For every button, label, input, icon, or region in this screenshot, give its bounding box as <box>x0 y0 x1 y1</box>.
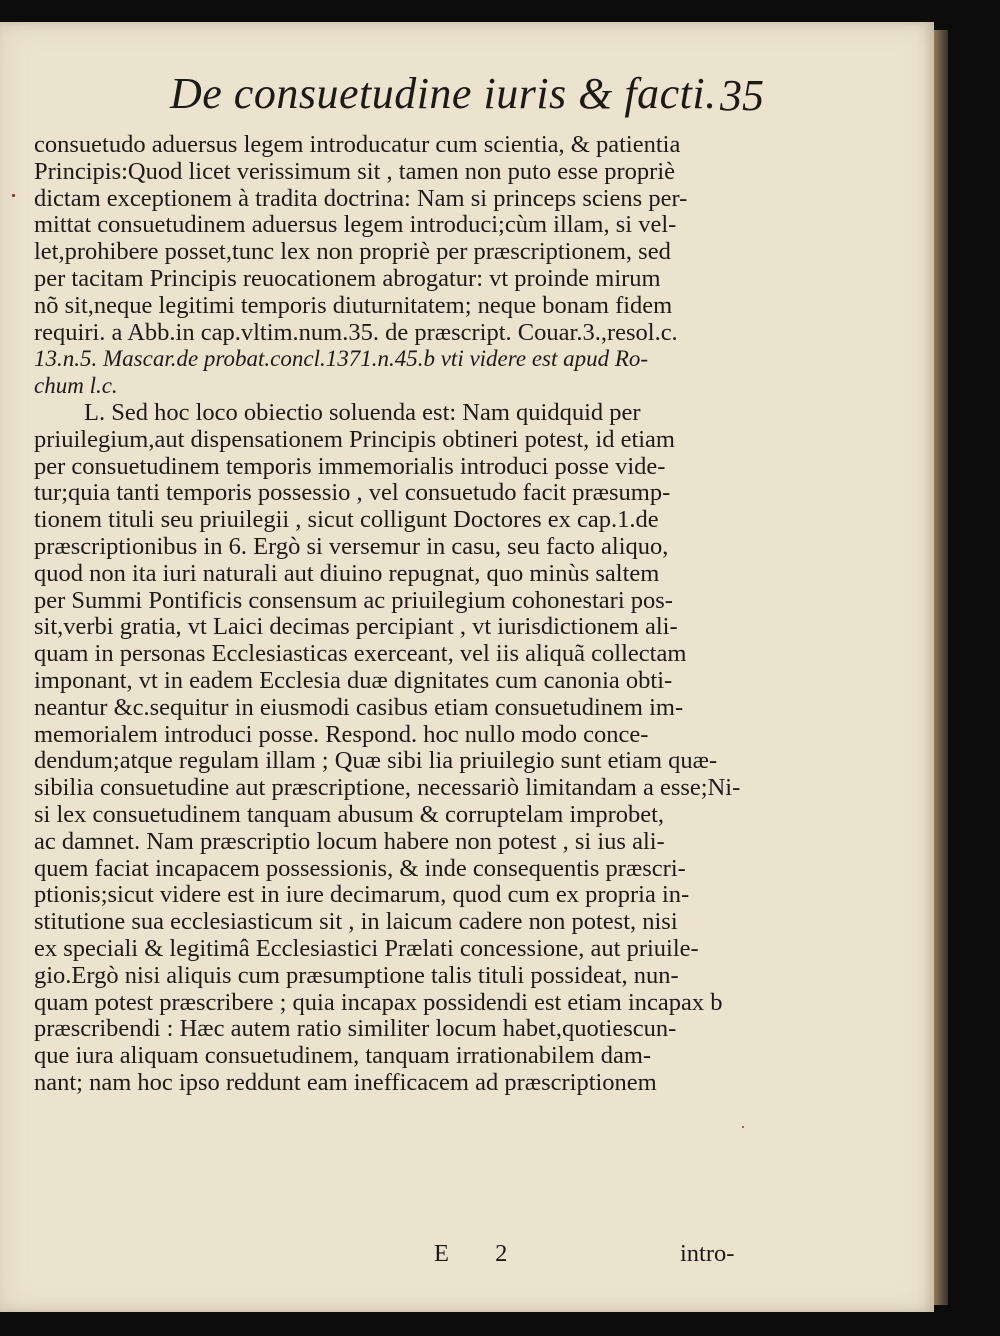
page-footer <box>34 1240 769 1272</box>
text-line: quod non ita iuri naturali aut diuino repugnat, quo minùs saltem <box>34 560 660 587</box>
text-line: Principis:Quod licet verissimum sit , tamen non puto esse propriè <box>34 158 675 185</box>
text-line: que iura aliquam consuetudinem, tanquam irrationabilem dam- <box>34 1043 652 1070</box>
text-line: nõ sit,neque legitimi temporis diuturnitatem; neque bonam fidem <box>34 292 673 319</box>
ink-speck <box>742 1126 744 1128</box>
text-line: imponant, vt in eadem Ecclesia duæ dignitates cum canonia obti- <box>34 667 673 694</box>
catchword: intro- <box>680 1240 735 1267</box>
text-line: dendum;atque regulam illam ; Quæ sibi lia priuilegio sunt etiam quæ- <box>34 748 718 775</box>
running-title: De consuetudine iuris & facti. <box>170 69 717 118</box>
text-line: sit,verbi gratia, vt Laici decimas percipiant , vt iurisdictionem ali- <box>34 614 678 641</box>
text-line: si lex consuetudinem tanquam abusum & corruptelam improbet, <box>34 801 665 828</box>
text-line: 13.n.5. Mascar.de probat.concl.1371.n.45.b vti videre est apud Ro- <box>34 346 649 372</box>
page-edge <box>934 30 948 1305</box>
text-line: requiri. a Abb.in cap.vltim.num.35. de præscript. Couar.3.,resol.c. <box>34 319 678 346</box>
text-line: L. Sed hoc loco obiectio soluenda est: Nam quidquid per <box>84 399 641 426</box>
text-line: mittat consuetudinem aduersus legem introduci;cùm illam, si vel- <box>34 212 677 239</box>
text-line: memorialem introduci posse. Respond. hoc nullo modo conce- <box>34 721 649 748</box>
text-line: stitutione sua ecclesiasticum sit , in laicum cadere non potest, nisi <box>34 909 678 936</box>
text-line: per tacitam Principis reuocationem abrogatur: vt proinde mirum <box>34 265 661 292</box>
text-line: nant; nam hoc ipso reddunt eam inefficacem ad præscriptionem <box>34 1069 657 1096</box>
text-line: dictam exceptionem à tradita doctrina: Nam si princeps sciens per- <box>34 185 688 212</box>
text-line: præscribendi : Hæc autem ratio similiter locum habet,quotiescun- <box>34 1016 677 1043</box>
body-text <box>34 132 769 1097</box>
text-line: ac damnet. Nam præscriptio locum habere non potest , si ius ali- <box>34 828 665 855</box>
text-line: neantur &c.sequitur in eiusmodi casibus etiam consuetudinem im- <box>34 694 684 721</box>
ink-speck <box>12 194 15 197</box>
folio-number: 35 <box>720 71 764 120</box>
text-line: chum l.c. <box>34 373 118 399</box>
text-line: tur;quia tanti temporis possessio , vel consuetudo facit præsump- <box>34 480 671 507</box>
page-header <box>150 62 800 132</box>
text-line: let,prohibere posset,tunc lex non propriè per præscriptionem, sed <box>34 239 671 266</box>
text-line: præscriptionibus in 6. Ergò si versemur in casu, seu facto aliquo, <box>34 533 669 560</box>
text-line: sibilia consuetudine aut præscriptione, necessariò limitandam a esse;Ni- <box>34 775 741 802</box>
text-line: tionem tituli seu priuilegii , sicut colligunt Doctores ex cap.1.de <box>34 507 659 534</box>
text-line: ex speciali & legitimâ Ecclesiastici Prælati concessione, aut priuile- <box>34 935 699 962</box>
text-line: quam in personas Ecclesiasticas exerceant, vel iis aliquã collectam <box>34 641 687 668</box>
text-line: per Summi Pontificis consensum ac priuilegium cohonestari pos- <box>34 587 673 614</box>
text-line: per consuetudinem temporis immemorialis introduci posse vide- <box>34 453 666 480</box>
book-page <box>0 22 934 1312</box>
signature-mark: E 2 <box>434 1240 528 1267</box>
text-line: gio.Ergò nisi aliquis cum præsumptione talis tituli possideat, nun- <box>34 962 679 989</box>
text-line: consuetudo aduersus legem introducatur cum scientia, & patientia <box>34 132 681 158</box>
text-line: quam potest præscribere ; quia incapax possidendi est etiam incapax b <box>34 989 723 1016</box>
text-line: ptionis;sicut videre est in iure decimarum, quod cum ex propria in- <box>34 882 690 909</box>
text-line: priuilegium,aut dispensationem Principis obtineri potest, id etiam <box>34 426 675 453</box>
text-line: quem faciat incapacem possessionis, & inde consequentis præscri- <box>34 855 686 882</box>
